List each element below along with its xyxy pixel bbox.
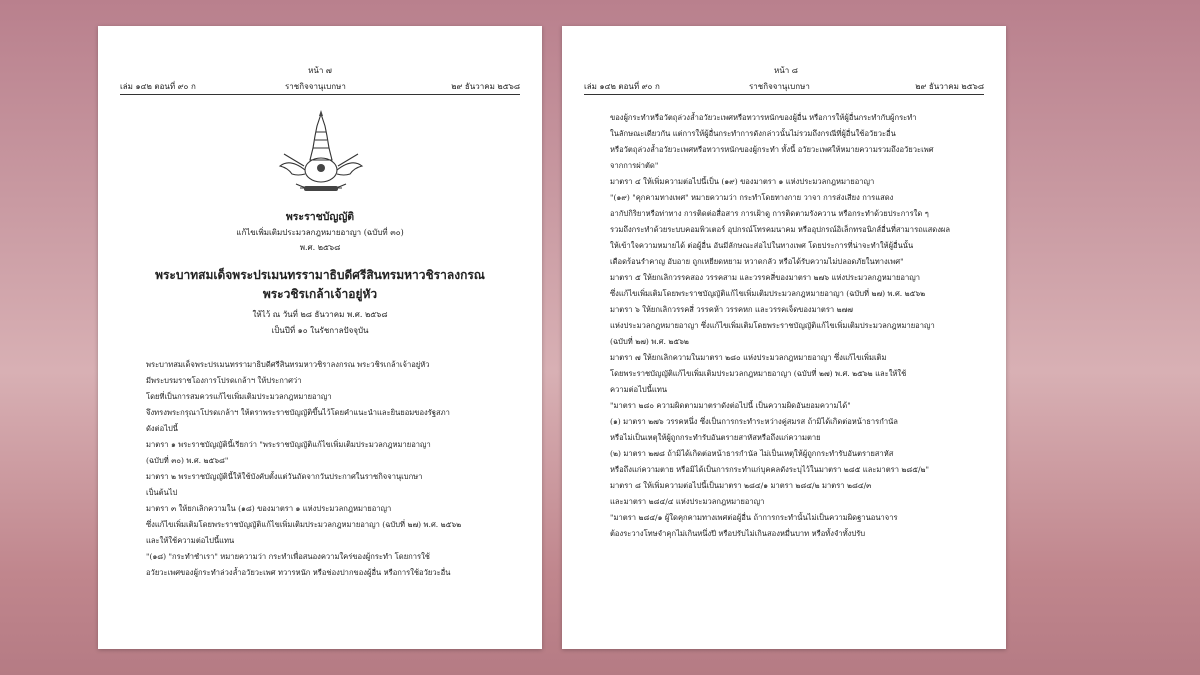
- text-line: ให้เข้าใจความหมายได้ ต่อผู้อื่น อันมีลักษณะส่อไปในทางเพศ โดยประการที่น่าจะทำให้ผู้อื่นนั้น: [610, 241, 914, 250]
- text-line: ในลักษณะเดียวกัน แต่การให้ผู้อื่นกระทำการดังกล่าวนั้นไม่รวมถึงกรณีที่ผู้อื่นใช้อวัยวะอื่น: [610, 129, 896, 138]
- reign-year: เป็นปีที่ ๑๐ ในรัชกาลปัจจุบัน: [271, 326, 369, 335]
- text-line: (๑) มาตรา ๒๗๖ วรรคหนึ่ง ซึ่งเป็นการกระทำระหว่างคู่สมรส ถ้ามิได้เกิดต่อหน้าธารกำนัล: [610, 417, 898, 426]
- text-line: ต้องระวางโทษจำคุกไม่เกินหนึ่งปี หรือปรับไม่เกินสองหมื่นบาท หรือทั้งจำทั้งปรับ: [610, 529, 866, 538]
- text-line: พระบาทสมเด็จพระปรเมนทรรามาธิบดีศรีสินทรมหาวชิราลงกรณ พระวชิรเกล้าเจ้าอยู่หัว: [146, 360, 430, 369]
- document-subtitle: แก้ไขเพิ่มเติมประมวลกฎหมายอาญา (ฉบับที่ ๓๐): [236, 228, 404, 237]
- king-name-line2: พระวชิรเกล้าเจ้าอยู่หัว: [262, 287, 378, 301]
- text-line: แห่งประมวลกฎหมายอาญา ซึ่งแก้ไขเพิ่มเติมโดยพระราชบัญญัติแก้ไขเพิ่มเติมประมวลกฎหมายอาญา: [610, 321, 935, 330]
- text-line: มาตรา ๖ ให้ยกเลิกวรรคสี่ วรรคห้า วรรคหก และวรรคเจ็ดของมาตรา ๒๗๗: [610, 305, 853, 314]
- text-line: โดยที่เป็นการสมควรแก้ไขเพิ่มเติมประมวลกฎหมายอาญา: [146, 392, 332, 401]
- text-line: มาตรา ๒ พระราชบัญญัตินี้ให้ใช้บังคับตั้งแต่วันถัดจากวันประกาศในราชกิจจานุเบกษา: [146, 472, 423, 481]
- document-year: พ.ศ. ๒๕๖๘: [299, 243, 341, 252]
- page-number: หน้า ๗: [308, 66, 332, 75]
- header-volume: เล่ม ๑๔๒ ตอนที่ ๙๐ ก: [120, 82, 196, 91]
- text-line: จึงทรงพระกรุณาโปรดเกล้าฯ ให้ตราพระราชบัญญัติขึ้นไว้โดยคำแนะนำและยินยอมของรัฐสภา: [146, 408, 450, 417]
- text-line: เป็นต้นไป: [146, 488, 178, 497]
- header-date: ๒๙ ธันวาคม ๒๕๖๘: [915, 82, 984, 91]
- text-line: (ฉบับที่ ๒๗) พ.ศ. ๒๕๖๒: [610, 337, 689, 346]
- header-volume: เล่ม ๑๔๒ ตอนที่ ๙๐ ก: [584, 82, 660, 91]
- text-line: "(๑๙) "คุกคามทางเพศ" หมายความว่า กระทำโดยทางกาย วาจา การส่งเสียง การแสดง: [610, 193, 894, 202]
- text-line: "(๑๘) "กระทำชำเรา" หมายความว่า กระทำเพื่อสนองความใคร่ของผู้กระทำ โดยการใช้: [146, 552, 430, 561]
- text-line: มาตรา ๕ ให้ยกเลิกวรรคสอง วรรคสาม และวรรคสี่ของมาตรา ๒๗๖ แห่งประมวลกฎหมายอาญา: [610, 273, 920, 282]
- header-divider: [584, 94, 984, 95]
- document-page-8: [562, 26, 1006, 649]
- text-line: หรือไม่เป็นเหตุให้ผู้ถูกกระทำรับอันตรายสาหัสหรือถึงแก่ความตาย: [610, 433, 821, 442]
- text-line: โดยพระราชบัญญัติแก้ไขเพิ่มเติมประมวลกฎหมายอาญา (ฉบับที่ ๒๗) พ.ศ. ๒๕๖๒ และให้ใช้: [610, 369, 907, 378]
- garuda-emblem-icon: [274, 110, 368, 200]
- text-line: และให้ใช้ความต่อไปนี้แทน: [146, 536, 235, 545]
- gazette-header: [120, 80, 520, 92]
- header-date: ๒๙ ธันวาคม ๒๕๖๘: [451, 82, 520, 91]
- document-body: [146, 357, 461, 581]
- text-line: หรือถึงแก่ความตาย หรือมิได้เป็นการกระทำแก่บุคคลดังระบุไว้ในมาตรา ๒๘๕ และมาตรา ๒๘๕/๒": [610, 465, 930, 474]
- text-line: "มาตรา ๒๘๔/๑ ผู้ใดคุกคามทางเพศต่อผู้อื่น ถ้าการกระทำนั้นไม่เป็นความผิดฐานอนาจาร: [610, 513, 898, 522]
- given-date: ให้ไว้ ณ วันที่ ๒๘ ธันวาคม พ.ศ. ๒๕๖๘: [252, 310, 388, 319]
- text-line: รวมถึงกระทำด้วยระบบคอมพิวเตอร์ อุปกรณ์โทรคมนาคม หรืออุปกรณ์อิเล็กทรอนิกส์อื่นที่สามารถแสดงผล: [610, 225, 951, 234]
- text-line: มาตรา ๔ ให้เพิ่มความต่อไปนี้เป็น (๑๙) ของมาตรา ๑ แห่งประมวลกฎหมายอาญา: [610, 177, 875, 186]
- document-title: พระราชบัญญัติ: [285, 211, 355, 223]
- text-line: ความต่อไปนี้แทน: [610, 385, 668, 394]
- text-line: อากัปกิริยาหรือท่าทาง การติดต่อสื่อสาร การเฝ้าดู การติดตามรังควาน หรือกระทำด้วยประการใด ๆ: [610, 209, 929, 218]
- king-name-line1: พระบาทสมเด็จพระปรเมนทรรามาธิบดีศรีสินทรมหาวชิราลงกรณ: [155, 268, 485, 282]
- text-line: จากการผ่าตัด": [610, 161, 659, 170]
- header-gazette: ราชกิจจานุเบกษา: [749, 82, 810, 91]
- text-line: หรือวัตถุล่วงล้ำอวัยวะเพศหรือทวารหนักของผู้กระทำ ทั้งนี้ อวัยวะเพศให้หมายความรวมถึงอวัยวะเพศ: [610, 145, 934, 154]
- header-gazette: ราชกิจจานุเบกษา: [285, 82, 346, 91]
- text-line: เดือดร้อนรำคาญ อับอาย ถูกเหยียดหยาม หวาดกลัว หรือได้รับความไม่ปลอดภัยในทางเพศ": [610, 257, 904, 266]
- header-divider: [120, 94, 520, 95]
- text-line: มีพระบรมราชโองการโปรดเกล้าฯ ให้ประกาศว่า: [146, 376, 302, 385]
- document-page-7: [98, 26, 542, 649]
- text-line: ซึ่งแก้ไขเพิ่มเติมโดยพระราชบัญญัติแก้ไขเพิ่มเติมประมวลกฎหมายอาญา (ฉบับที่ ๒๗) พ.ศ. ๒๕๖๒: [146, 520, 462, 529]
- text-line: (ฉบับที่ ๓๐) พ.ศ. ๒๕๖๘": [146, 456, 229, 465]
- text-line: อวัยวะเพศของผู้กระทำล่วงล้ำอวัยวะเพศ ทวารหนัก หรือช่องปากของผู้อื่น หรือการใช้อวัยวะอื่น: [146, 568, 451, 577]
- text-line: (๒) มาตรา ๒๗๘ ถ้ามิได้เกิดต่อหน้าธารกำนัล ไม่เป็นเหตุให้ผู้ถูกกระทำรับอันตรายสาหัส: [610, 449, 894, 458]
- text-line: ของผู้กระทำหรือวัตถุล่วงล้ำอวัยวะเพศหรือทวารหนักของผู้อื่น หรือการให้ผู้อื่นกระทำกับผู้กระทำ: [610, 113, 917, 122]
- text-line: มาตรา ๗ ให้ยกเลิกความในมาตรา ๒๘๐ แห่งประมวลกฎหมายอาญา ซึ่งแก้ไขเพิ่มเติม: [610, 353, 887, 362]
- text-line: "มาตรา ๒๘๐ ความผิดตามมาตราดังต่อไปนี้ เป็นความผิดอันยอมความได้": [610, 401, 851, 410]
- document-body: [610, 110, 950, 542]
- page-number: หน้า ๘: [774, 66, 798, 75]
- gazette-header: [584, 80, 984, 92]
- text-line: มาตรา ๘ ให้เพิ่มความต่อไปนี้เป็นมาตรา ๒๘๔/๑ มาตรา ๒๘๔/๒ มาตรา ๒๘๔/๓: [610, 481, 872, 490]
- text-line: มาตรา ๓ ให้ยกเลิกความใน (๑๘) ของมาตรา ๑ แห่งประมวลกฎหมายอาญา: [146, 504, 392, 513]
- text-line: และมาตรา ๒๘๔/๔ แห่งประมวลกฎหมายอาญา: [610, 497, 765, 506]
- text-line: มาตรา ๑ พระราชบัญญัตินี้เรียกว่า "พระราชบัญญัติแก้ไขเพิ่มเติมประมวลกฎหมายอาญา: [146, 440, 431, 449]
- text-line: ดังต่อไปนี้: [146, 424, 178, 433]
- text-line: ซึ่งแก้ไขเพิ่มเติมโดยพระราชบัญญัติแก้ไขเพิ่มเติมประมวลกฎหมายอาญา (ฉบับที่ ๒๗) พ.ศ. ๒๕๖๒: [610, 289, 926, 298]
